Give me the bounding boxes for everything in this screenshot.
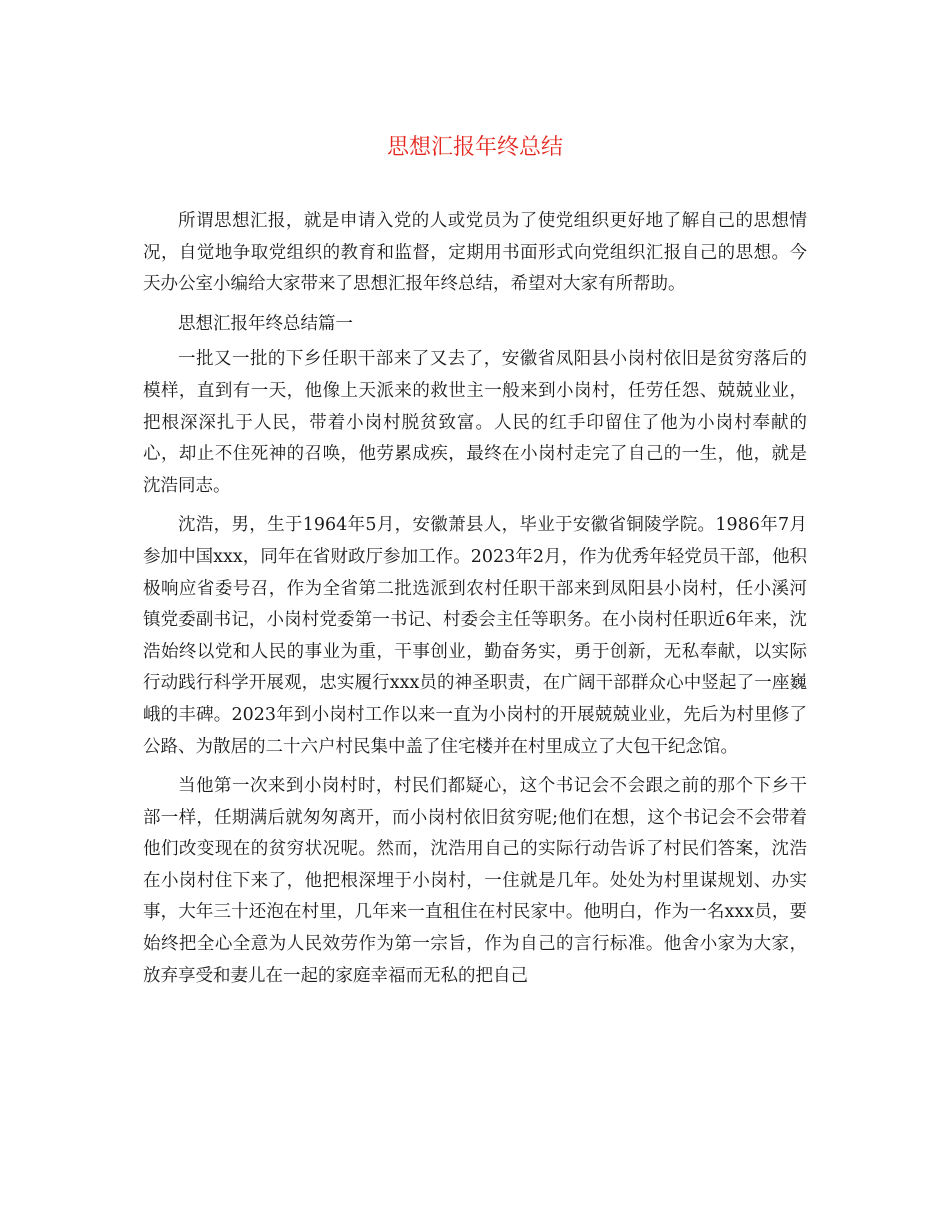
paragraph-story: 一批又一批的下乡任职干部来了又去了，安徽省凤阳县小岗村依旧是贫穷落后的模样，直到有一天，他像上天派来的救世主一般来到小岗村，任劳任怨、兢兢业业，把根深深扎于人民，带着小岗村脱贫致富。人民的红手印留住了他为小岗村奉献的心，却止不住死神的召唤，他劳累成疾，最终在小岗村走完了自己的一生，他，就是沈浩同志。 [143,349,807,496]
document-title: 思想汇报年终总结 [386,135,563,160]
section-heading: 思想汇报年终总结篇一 [178,313,353,334]
paragraph-biography: 沈浩，男，生于1964年5月，安徽萧县人，毕业于安徽省铜陵学院。1986年7月参加中国xxx，同年在省财政厅参加工作。2023年2月，作为优秀年轻党员干部，他积极响应省委号召，作为全省第二批选派到农村任职干部来到凤阳县小岗村，任小溪河镇党委副书记，小岗村党委第一书记、村委会主任等职务。在小岗村任职近6年来，沈浩始终以党和人民的事业为重，干事创业，勤奋务实，勇于创新，无私奉献，以实际行动践行科学开展观，忠实履行xxx员的神圣职责，在广阔干部群众心中竖起了一座巍峨的丰碑。2023年到小岗村工作以来一直为小岗村的开展兢兢业业，先后为村里修了公路、为散居的二十六户村民集中盖了住宅楼并在村里成立了大包干纪念馆。 [143,515,807,757]
intro-paragraph: 所谓思想汇报，就是申请入党的人或党员为了使党组织更好地了解自己的思想情况，自觉地争取党组织的教育和监督，定期用书面形式向党组织汇报自己的思想。今天办公室小编给大家带来了思想汇报年终总结，希望对大家有所帮助。 [143,211,807,295]
paragraph-arrival: 当他第一次来到小岗村时，村民们都疑心，这个书记会不会跟之前的那个下乡干部一样，任期满后就匆匆离开，而小岗村依旧贫穷呢;他们在想，这个书记会不会带着他们改变现在的贫穷状况呢。然而，沈浩用自己的实际行动告诉了村民们答案，沈浩在小岗村住下来了，他把根深埋于小岗村，一住就是几年。处处为村里谋规划、办实事，大年三十还泡在村里，几年来一直租住在村民家中。他明白，作为一名xxx员，要始终把全心全意为人民效劳作为第一宗旨，作为自己的言行标准。他舍小家为大家，放弃享受和妻儿在一起的家庭幸福而无私的把自己 [143,776,807,986]
document-body [143,206,807,1000]
